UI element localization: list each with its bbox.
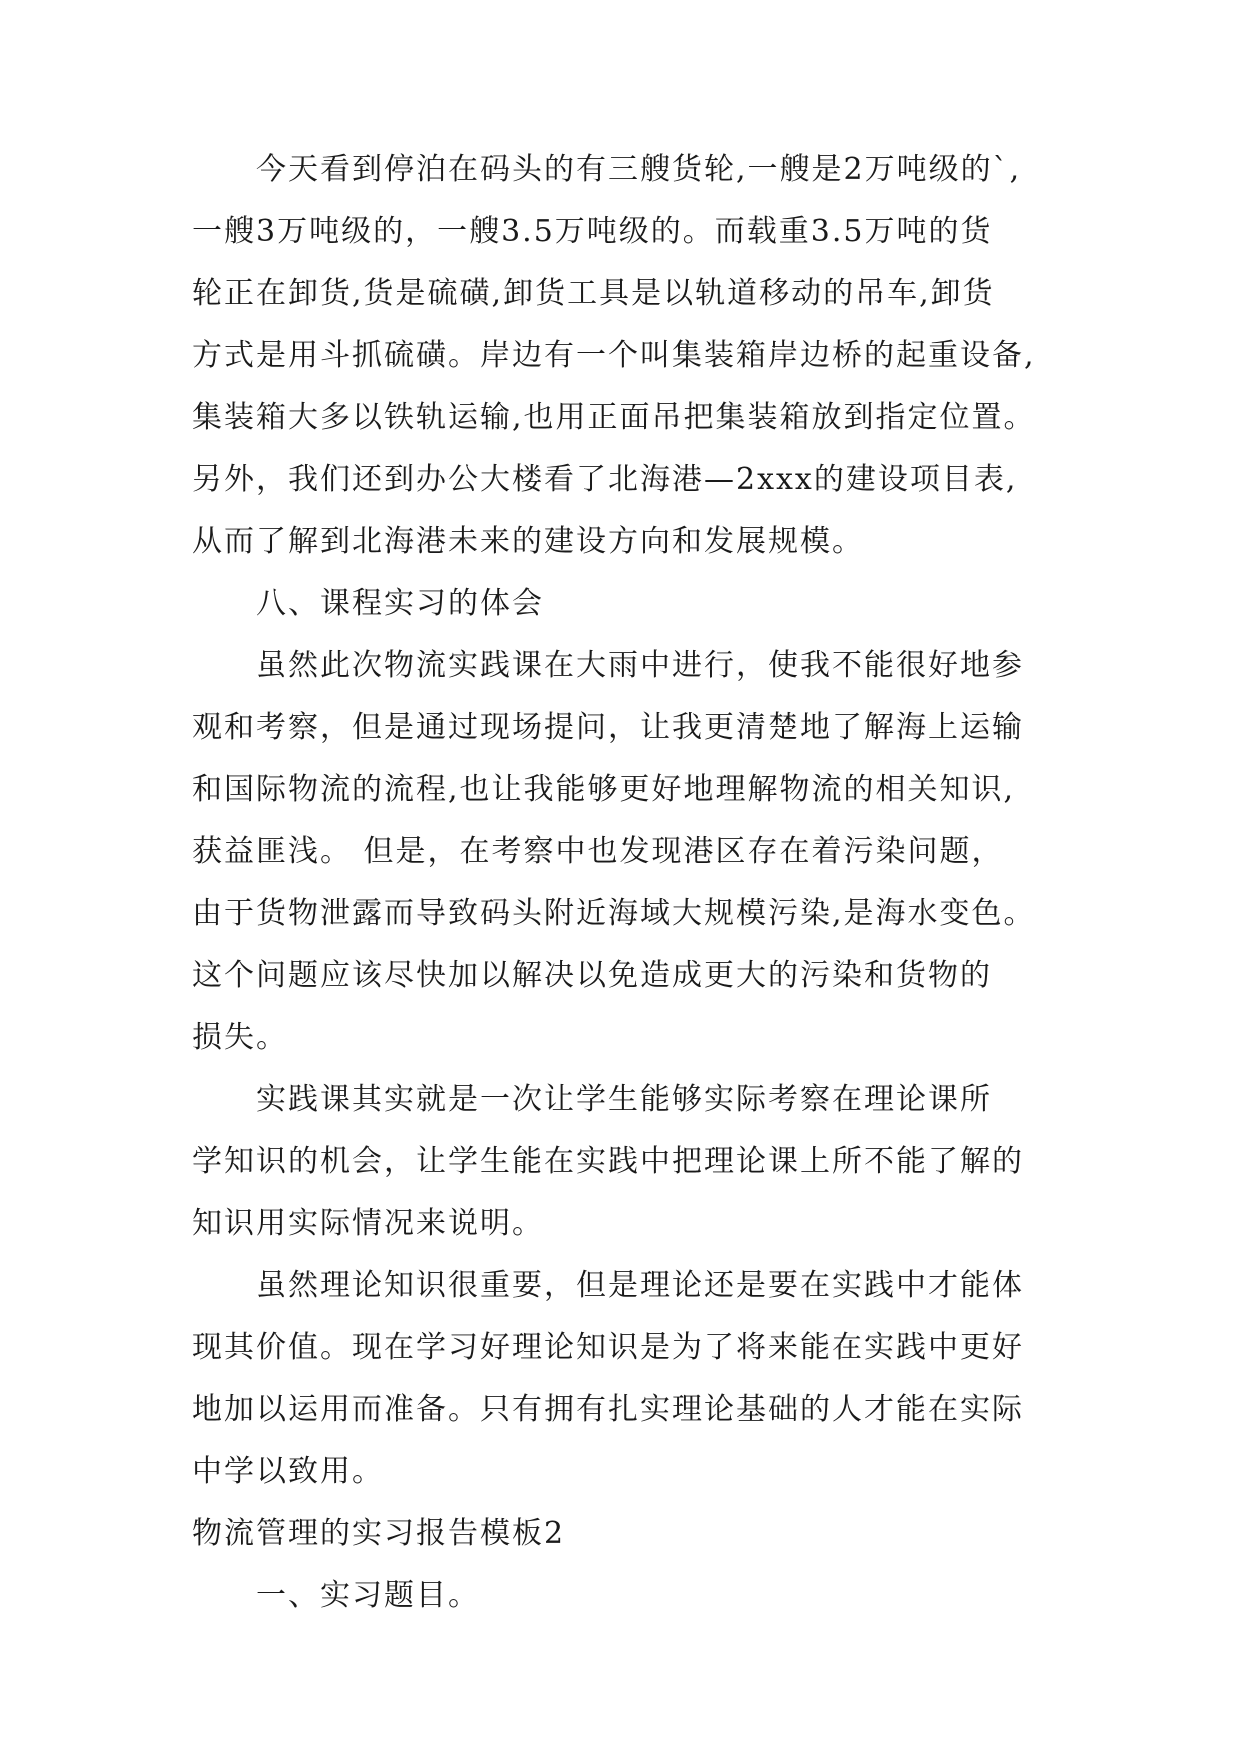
paragraph-4-line: 现其价值。现在学习好理论知识是为了将来能在实践中更好 xyxy=(192,1330,1024,1365)
paragraph-4-line: 地加以运用而准备。只有拥有扎实理论基础的人才能在实际 xyxy=(192,1392,1024,1427)
paragraph-4-line: 中学以致用。 xyxy=(192,1454,384,1489)
paragraph-2-line: 这个问题应该尽快加以解决以免造成更大的污染和货物的 xyxy=(192,958,992,993)
paragraph-2-line: 损失。 xyxy=(192,1020,288,1055)
paragraph-2-line: 虽然此次物流实践课在大雨中进行，使我不能很好地参 xyxy=(256,648,1024,683)
paragraph-3-line: 知识用实际情况来说明。 xyxy=(192,1206,544,1241)
paragraph-1-line: 从而了解到北海港未来的建设方向和发展规模。 xyxy=(192,524,864,559)
paragraph-1-line: 方式是用斗抓硫磺。岸边有一个叫集装箱岸边桥的起重设备, xyxy=(192,338,1036,373)
paragraph-4-line: 虽然理论知识很重要，但是理论还是要在实践中才能体 xyxy=(256,1268,1024,1303)
paragraph-2-line: 由于货物泄露而导致码头附近海域大规模污染,是海水变色。 xyxy=(192,896,1036,931)
paragraph-2-line: 获益匪浅。 但是，在考察中也发现港区存在着污染问题， xyxy=(192,834,1004,869)
paragraph-1-line: 今天看到停泊在码头的有三艘货轮,一艘是2万吨级的`, xyxy=(256,152,1022,187)
section-heading: 一、实习题目。 xyxy=(256,1578,480,1613)
paragraph-1-line: 集装箱大多以铁轨运输,也用正面吊把集装箱放到指定位置。 xyxy=(192,400,1036,435)
paragraph-1-line: 另外，我们还到办公大楼看了北海港—2xxx的建设项目表, xyxy=(192,462,1018,497)
paragraph-2-line: 观和考察，但是通过现场提问，让我更清楚地了解海上运输 xyxy=(192,710,1024,745)
paragraph-1-line: 一艘3万吨级的，一艘3.5万吨级的。而载重3.5万吨的货 xyxy=(192,214,993,249)
paragraph-3-line: 学知识的机会，让学生能在实践中把理论课上所不能了解的 xyxy=(192,1144,1024,1179)
paragraph-2-line: 和国际物流的流程,也让我能够更好地理解物流的相关知识, xyxy=(192,772,1016,807)
section-heading: 八、课程实习的体会 xyxy=(256,586,544,621)
paragraph-3-line: 实践课其实就是一次让学生能够实际考察在理论课所 xyxy=(256,1082,992,1117)
template-title: 物流管理的实习报告模板2 xyxy=(192,1516,566,1551)
paragraph-1-line: 轮正在卸货,货是硫磺,卸货工具是以轨道移动的吊车,卸货 xyxy=(192,276,995,311)
